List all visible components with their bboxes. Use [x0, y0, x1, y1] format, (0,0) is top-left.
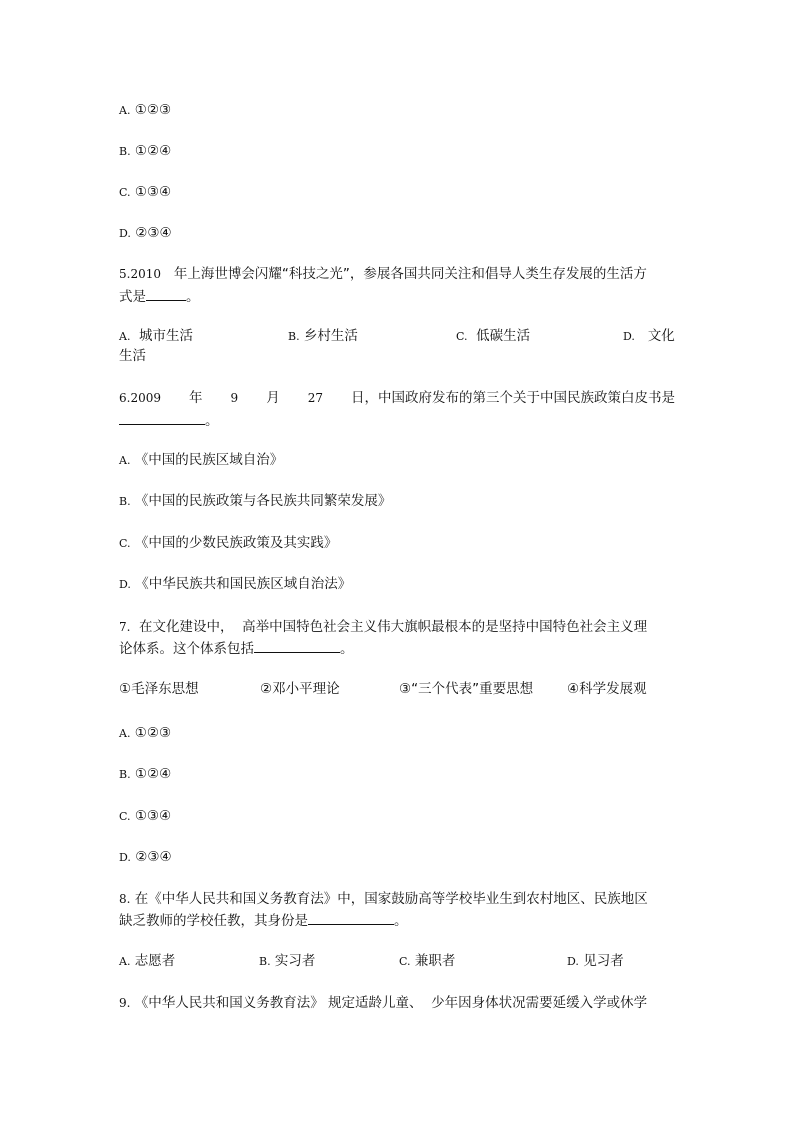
option-d-wrap: 生活	[119, 348, 146, 364]
option-a: A. ①②③	[119, 102, 172, 118]
option-c: C. 低碳生活	[456, 328, 531, 344]
item-3: ③“三个代表”重要思想	[399, 681, 534, 697]
question-6-stem-line1: 6.2009 年 9 月 27 日，中国政府发布的第三个关于中国民族政策白皮书是	[119, 390, 675, 406]
option-d: D. ②③④	[119, 849, 172, 865]
question-5-stem-line2: 式是 。	[119, 286, 200, 306]
item-2: ②邓小平理论	[260, 681, 340, 697]
option-d: D. 见习者	[567, 953, 624, 969]
answer-blank	[146, 286, 186, 301]
option-c: C. 兼职者	[399, 953, 456, 969]
option-b: B. ①②④	[119, 766, 172, 782]
option-a: A. 《中国的民族区域自治》	[119, 452, 284, 468]
item-4: ④科学发展观	[567, 681, 647, 697]
option-b: B. 乡村生活	[288, 328, 358, 344]
question-5-stem-line1: 5.2010 年上海世博会闪耀“科技之光”，参展各国共同关注和倡导人类生存发展的生活方	[119, 266, 647, 282]
item-1: ①毛泽东思想	[119, 681, 199, 697]
answer-blank	[254, 638, 340, 653]
question-6-stem-line2: 。	[119, 410, 219, 430]
question-7-stem-line1: 7. 在文化建设中， 高举中国特色社会主义伟大旗帜最根本的是坚持中国特色社会主义理	[119, 619, 648, 635]
option-b: B. ①②④	[119, 143, 172, 159]
question-8-stem-line2: 缺乏教师的学校任教，其身份是 。	[119, 910, 408, 930]
option-c: C. 《中国的少数民族政策及其实践》	[119, 535, 338, 551]
option-c: C. ①③④	[119, 808, 172, 824]
question-7-stem-line2: 论体系。这个体系包括 。	[119, 638, 354, 658]
question-9-stem-line1: 9. 《中华人民共和国义务教育法》 规定适龄儿童、 少年因身体状况需要延缓入学或休学	[119, 995, 648, 1011]
option-d: D. ②③④	[119, 225, 172, 241]
option-a: A. 城市生活	[119, 328, 194, 344]
option-b: B. 《中国的民族政策与各民族共同繁荣发展》	[119, 493, 392, 509]
option-d: D. 文化	[623, 328, 675, 344]
question-8-stem-line1: 8. 在《中华人民共和国义务教育法》中，国家鼓励高等学校毕业生到农村地区、民族地区	[119, 891, 648, 907]
option-c: C. ①③④	[119, 184, 172, 200]
answer-blank	[119, 410, 205, 425]
option-a: A. ①②③	[119, 725, 172, 741]
option-d: D. 《中华民族共和国民族区域自治法》	[119, 576, 352, 592]
option-a: A. 志愿者	[119, 953, 176, 969]
answer-blank	[308, 910, 394, 925]
option-b: B. 实习者	[259, 953, 316, 969]
